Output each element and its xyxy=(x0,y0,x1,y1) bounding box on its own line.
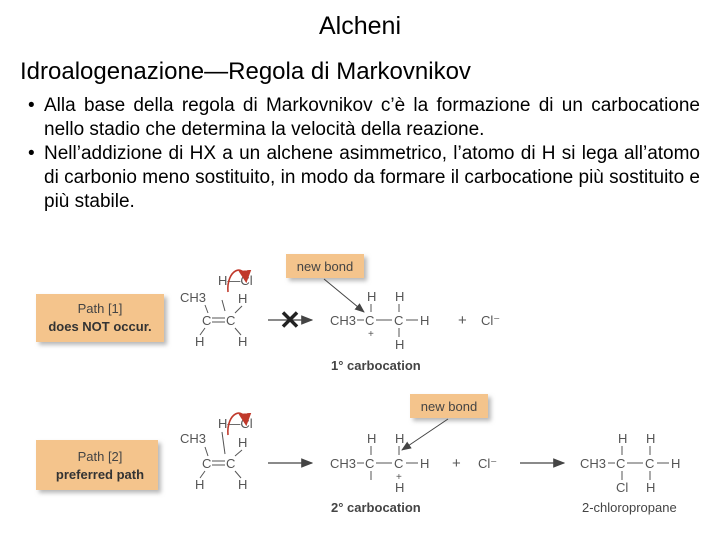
carbon-label: C xyxy=(365,456,375,471)
ch3-label: CH3 xyxy=(180,290,207,305)
hcl-label: H—Cl xyxy=(218,416,253,431)
h-label: H xyxy=(618,431,628,446)
carbon-label: C xyxy=(645,456,655,471)
h-label: H xyxy=(420,313,430,328)
chloride-ion: Cl⁻ xyxy=(481,313,501,328)
carbon-label: C xyxy=(394,456,404,471)
ch3-label: CH3 xyxy=(580,456,607,471)
pointer-arrow-icon xyxy=(324,279,364,312)
carbon-label: C xyxy=(394,313,404,328)
path2-carbocation-label: 2° carbocation xyxy=(331,500,421,515)
plus-sign: + xyxy=(452,455,461,472)
product-name-label: 2-chloropropane xyxy=(582,500,677,515)
bullet-text: Alla base della regola di Markovnikov c’è la formazione di un carbocatione nello stadio che determina la velocità della reazione. xyxy=(44,95,700,140)
carbon-label: C xyxy=(365,313,375,328)
h-label: H xyxy=(238,477,248,492)
carbon-label: C xyxy=(226,456,236,471)
path1-group xyxy=(36,254,500,373)
path2-label-line2: preferred path xyxy=(55,467,145,482)
path1-label-line1: Path [1] xyxy=(77,301,123,316)
h-label: H xyxy=(420,456,430,471)
h-label: H xyxy=(367,289,377,304)
pointer-arrow-icon xyxy=(402,419,448,450)
carbon-label: C xyxy=(202,313,212,328)
cl-label: Cl xyxy=(616,480,629,495)
path2-label-box xyxy=(36,440,158,490)
h-label: H xyxy=(395,337,405,352)
ch3-label: CH3 xyxy=(330,313,357,328)
slide-title: Alcheni xyxy=(319,12,401,40)
h-label: H xyxy=(238,291,248,306)
path1-label-line2: does NOT occur. xyxy=(48,319,152,334)
hcl-label: H—Cl xyxy=(218,273,253,288)
h-label: H xyxy=(238,435,248,450)
carbon-label: C xyxy=(616,456,626,471)
h-label: H xyxy=(395,431,405,446)
path2-group xyxy=(36,394,680,515)
bullet-dot: • xyxy=(28,95,35,116)
h-label: H xyxy=(195,477,205,492)
path1-propene xyxy=(180,273,253,349)
path2-new-bond-label: new bond xyxy=(420,399,478,414)
h-label: H xyxy=(646,431,656,446)
path2-propene xyxy=(180,416,253,492)
charge-label: + xyxy=(396,472,402,483)
path2-label-line1: Path [2] xyxy=(77,449,123,464)
plus-sign: + xyxy=(458,312,467,329)
path1-new-bond-label: new bond xyxy=(296,259,354,274)
carbon-label: C xyxy=(226,313,236,328)
bullet-dot: • xyxy=(28,143,35,164)
slide-subtitle: Idroalogenazione—Regola di Markovnikov xyxy=(20,58,471,85)
carbon-label: C xyxy=(202,456,212,471)
h-label: H xyxy=(671,456,681,471)
h-label: H xyxy=(395,480,405,495)
h-label: H xyxy=(195,334,205,349)
h-label: H xyxy=(395,289,405,304)
h-label: H xyxy=(238,334,248,349)
ch3-label: CH3 xyxy=(330,456,357,471)
path2-bonds xyxy=(200,432,242,478)
h-label: H xyxy=(646,480,656,495)
chloride-ion: Cl⁻ xyxy=(478,456,498,471)
ch3-label: CH3 xyxy=(180,431,207,446)
cross-icon: ✕ xyxy=(279,305,301,335)
charge-label: + xyxy=(368,329,374,340)
h-label: H xyxy=(367,431,377,446)
bullet-text: Nell’addizione di HX a un alchene asimmetrico, l’atomo di H si lega all’atomo di carbonio meno sostituito, in modo da formare il carbocatione più sostituito e più stabile. xyxy=(44,143,700,212)
path1-carbocation-label: 1° carbocation xyxy=(331,358,421,373)
